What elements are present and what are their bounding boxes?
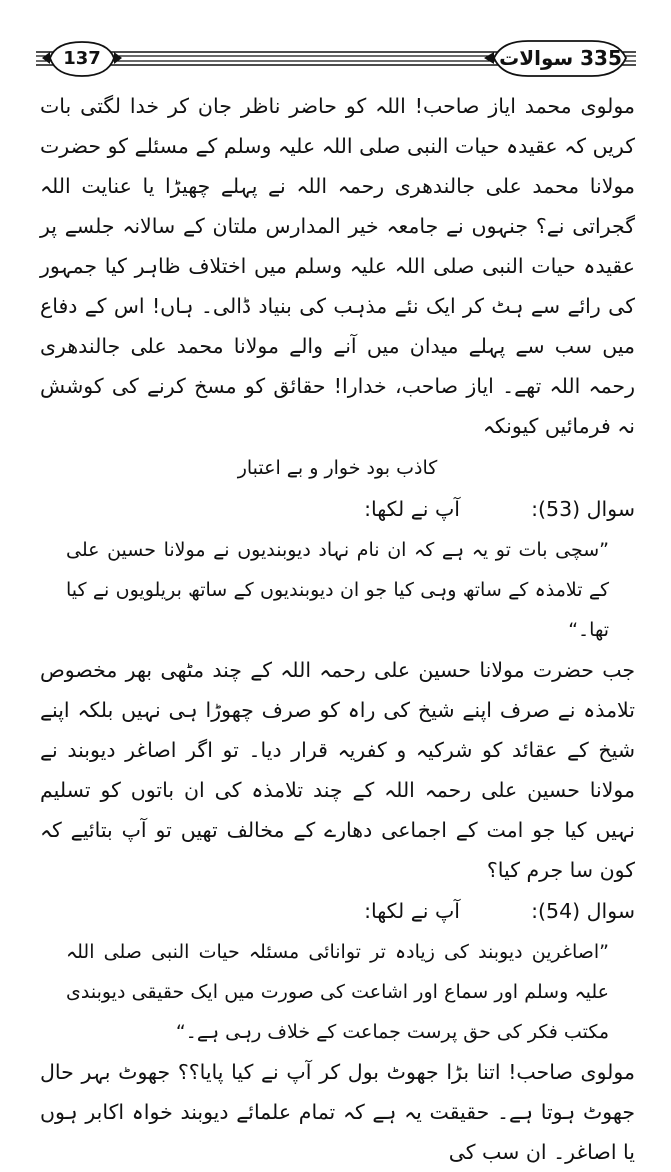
question-53-quote: ”سچی بات تو یہ ہے کہ ان نام نہاد دیوبندیوں نے مولانا حسین علی کے تلامذہ کے ساتھ وہی کیا جو ان دیوبندیوں کے ساتھ بریلویوں نے کیا تھا۔“ [66,539,609,641]
question-54-said: آپ نے لکھا: [364,899,460,923]
question-53-answer: جب حضرت مولانا حسین علی رحمہ اللہ کے چند مٹھی بھر مخصوص تلامذہ نے صرف اپنے شیخ کی راہ کو صرف چھوڑا ہی نہیں بلکہ اپنے شیخ کے عقائد کو شرکیہ و کفریہ قرار دیا۔ تو اگر اصاغر دیوبند نے مولانا حسین علی رحمہ اللہ کے چند تلامذہ کی ان باتوں کو تسلیم نہیں کیا جو امت کے اجماعی دھارے کے مخالف تھیں تو آپ بتائیے کہ کون سا جرم کیا؟ [40,658,635,882]
question-54-header [40,890,635,932]
page-number: 137 [63,47,101,69]
body-paragraph: مولوی محمد ایاز صاحب! اللہ کو حاضر ناظر جان کر خدا لگتی بات کریں کہ عقیدہ حیات النبی صلی اللہ علیہ وسلم کے مسئلے کو حضرت مولانا محمد علی جالندھری رحمہ اللہ نے پہلے چھیڑا یا عنایت اللہ گجراتی نے؟ جنہوں نے جامعہ خیر المدارس ملتان کے سالانہ جلسے پر عقیدہ حیات النبی صلی اللہ علیہ وسلم میں اختلاف ظاہر کیا جمہور کی رائے سے ہٹ کر ایک نئے مذہب کی بنیاد ڈالی۔ ہاں! اس کے دفاع میں سب سے پہلے میدان میں آنے والے مولانا محمد علی جالندھری رحمہ اللہ تھے۔ ایاز صاحب، خدارا! حقائق کو مسخ کرنے کی کوشش نہ فرمائیں کیونکہ [40,94,635,438]
question-54-quote: ”اصاغرین دیوبند کی زیادہ تر توانائی مسئلہ حیات النبی صلی اللہ علیہ وسلم اور سماع اور اشاعت کی صورت میں ایک حقیقی دیوبندی مکتب فکر کی حق پرست جماعت کے خلاف رہی ہے۔“ [66,941,609,1043]
question-54-label: سوال (54): [531,899,635,923]
question-53-said: آپ نے لکھا: [364,497,460,521]
question-54-answer: مولوی صاحب! اتنا بڑا جھوٹ بول کر آپ نے کیا پایا؟؟ جھوٹ بہر حال جھوٹ ہوتا ہے۔ حقیقت یہ ہے کہ تمام علمائے دیوبند خواہ اکابر ہوں یا اصاغر۔ ان سب کی [40,1060,635,1164]
section-heading: کاذب بود خوار و بے اعتبار [237,457,438,479]
question-53-header [40,488,635,530]
question-53-label: سوال (53): [531,497,635,521]
running-title: 335 سوالات [499,46,622,70]
page-body [40,86,635,1172]
page-header [36,36,636,82]
